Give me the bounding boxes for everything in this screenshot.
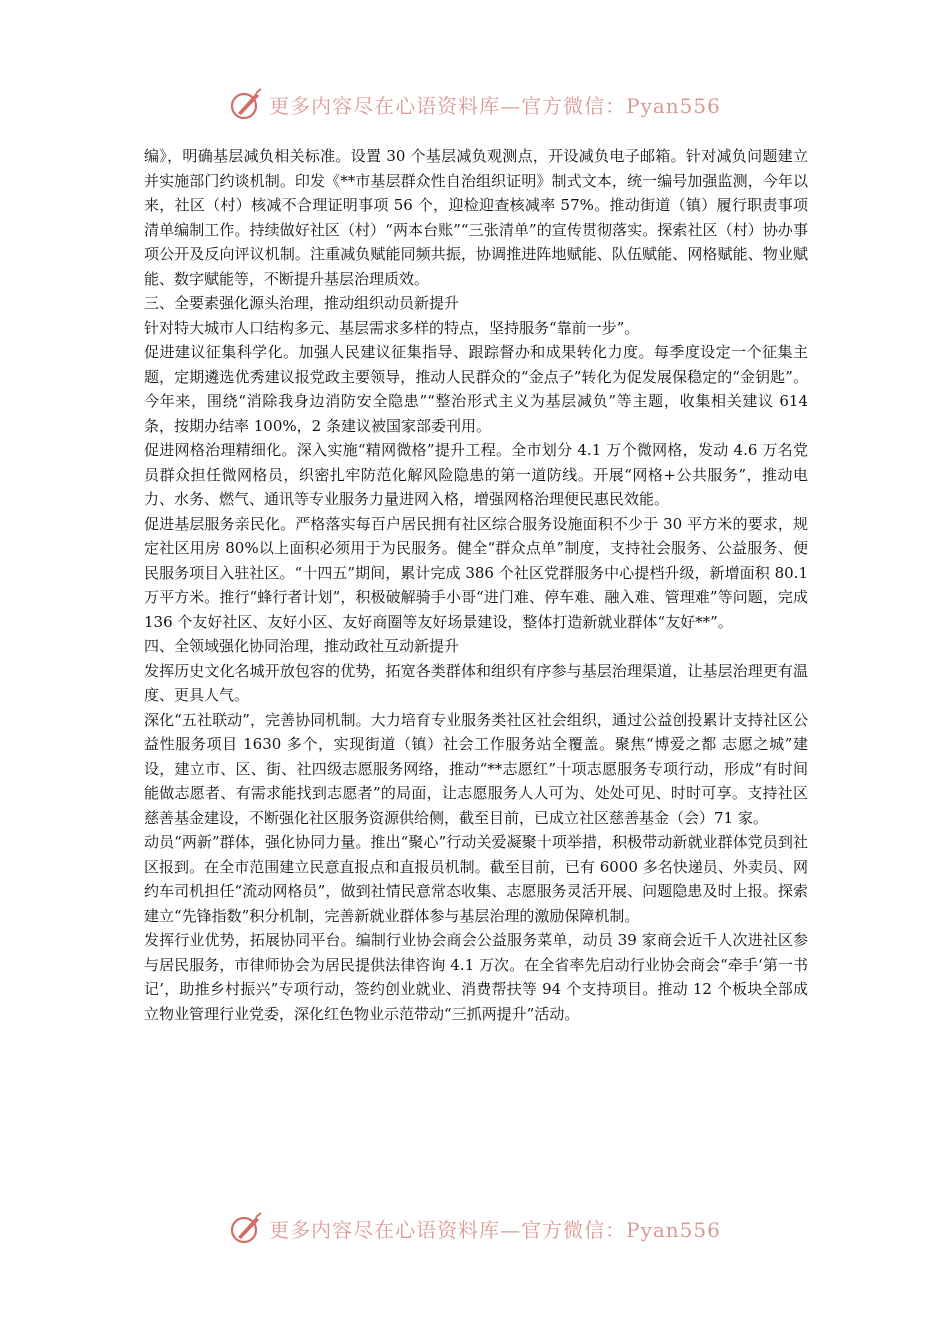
- pen-quill-logo-icon: [229, 1211, 263, 1245]
- paragraph: 促进建议征集科学化。加强人民建议征集指导、跟踪督办和成果转化力度。每季度设定一个征集主题，定期遴选优秀建议报党政主要领导，推动人民群众的“金点子”转化为促发展保稳定的“金钥匙”。今年来，围绕“消除我身边消防安全隐患”“整治形式主义为基层减负”等主题，收集相关建议 614 条，按期办结率 100%，2 条建议被国家部委刊用。: [144, 343, 808, 435]
- paragraph: 动员“两新”群体，强化协同力量。推出“聚心”行动关爱凝聚十项举措，积极带动新就业群体党员到社区报到。在全市范围建立民意直报点和直报员机制。截至目前，已有 6000 多名快递员、外卖员、网约车司机担任“流动网格员”，做到社情民意常态收集、志愿服务灵活开展、问题隐患及时上报。探索建立“先锋指数”积分机制，完善新就业群体参与基层治理的激励保障机制。: [144, 833, 808, 925]
- section-heading: 四、全领域强化协同治理，推动政社互动新提升: [144, 637, 460, 655]
- section-heading: 三、全要素强化源头治理，推动组织动员新提升: [144, 294, 460, 312]
- footer-banner: [0, 1210, 950, 1246]
- paragraph: 深化“五社联动”，完善协同机制。大力培育专业服务类社区社会组织，通过公益创投累计支持社区公益性服务项目 1630 多个，实现街道（镇）社会工作服务站全覆盖。聚焦“博爱之都 志愿之城”建设，建立市、区、街、社四级志愿服务网络，推动“**志愿红”十项志愿服务专项行动，形成“有时间能做志愿者、有需求能找到志愿者”的局面，让志愿服务人人可为、处处可见、时时可享。支持社区慈善基金建设，不断强化社区服务资源供给侧，截至目前，已成立社区慈善基金（会）71 家。: [144, 710, 808, 827]
- paragraph: 促进网格治理精细化。深入实施“精网微格”提升工程。全市划分 4.1 万个微网格，发动 4.6 万名党员群众担任微网格员，织密扎牢防范化解风险隐患的第一道防线。开展“网格+公共服务”，推动电力、水务、燃气、通讯等专业服务力量进网入格，增强网格治理便民惠民效能。: [144, 441, 808, 508]
- banner-text: 更多内容尽在心语资料库—官方微信：Pyan556: [269, 1217, 721, 1242]
- paragraph: 发挥历史文化名城开放包容的优势，拓宽各类群体和组织有序参与基层治理渠道，让基层治理更有温度、更具人气。: [144, 661, 808, 704]
- paragraph: 促进基层服务亲民化。严格落实每百户居民拥有社区综合服务设施面积不少于 30 平方米的要求，规定社区用房 80%以上面积必须用于为民服务。健全“群众点单”制度，支持社会服务、公益服务、便民服务项目入驻社区。“十四五”期间，累计完成 386 个社区党群服务中心提档升级，新增面积 80.1 万平方米。推行“蜂行者计划”，积极破解骑手小哥“进门难、停车难、融入难、管理难”等问题，完成 136 个友好社区、友好小区、友好商圈等友好场景建设，整体打造新就业群体“友好**”。: [144, 514, 808, 631]
- document-body: [144, 144, 808, 1026]
- paragraph: 针对特大城市人口结构多元、基层需求多样的特点，坚持服务“靠前一步”。: [144, 318, 640, 337]
- paragraph: 发挥行业优势，拓展协同平台。编制行业协会商会公益服务菜单，动员 39 家商会近千人次进社区参与居民服务，市律师协会为居民提供法律咨询 4.1 万次。在全省率先启动行业协会商会“牵手‘第一书记’，助推乡村振兴”专项行动，签约创业就业、消费帮扶等 94 个支持项目。推动 12 个板块全部成立物业管理行业党委，深化红色物业示范带动“三抓两提升”活动。: [144, 931, 808, 1023]
- paragraph: 编》，明确基层减负相关标准。设置 30 个基层减负观测点，开设减负电子邮箱。针对减负问题建立并实施部门约谈机制。印发《**市基层群众性自治组织证明》制式文本，统一编号加强监测，今年以来，社区（村）核减不合理证明事项 56 个，迎检迎查核减率 57%。推动街道（镇）履行职责事项清单编制工作。持续做好社区（村）“两本台账”“三张清单”的宣传贯彻落实。探索社区（村）协办事项公开及反向评议机制。注重减负赋能同频共振，协调推进阵地赋能、队伍赋能、网格赋能、物业赋能、数字赋能等，不断提升基层治理质效。: [144, 147, 808, 288]
- header-banner: [0, 86, 950, 122]
- pen-quill-logo-icon: [229, 87, 263, 121]
- banner-text: 更多内容尽在心语资料库—官方微信：Pyan556: [269, 93, 721, 118]
